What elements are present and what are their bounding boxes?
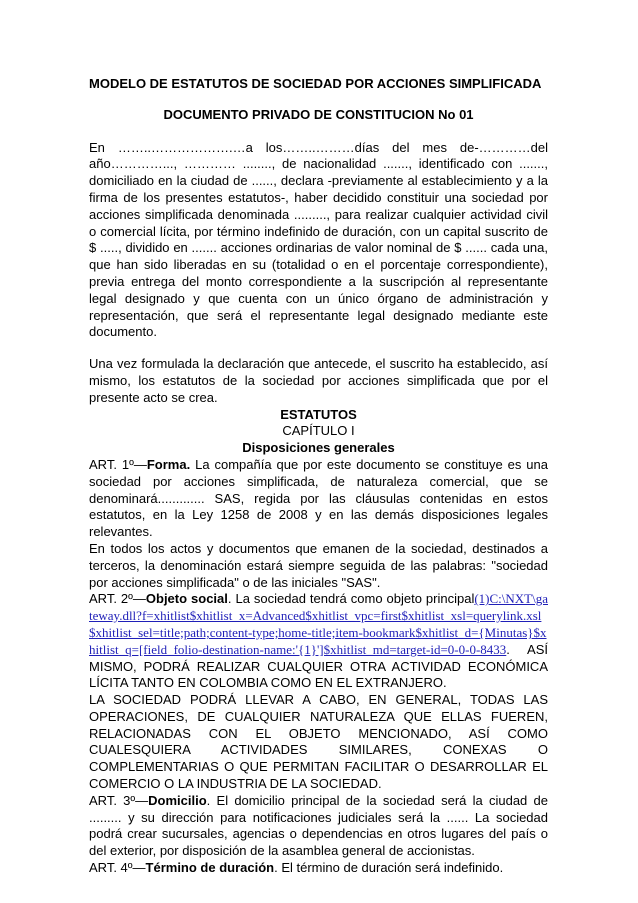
article-1-label: ART. 1º— — [89, 456, 147, 472]
article-1-title: Forma. — [146, 456, 191, 472]
document-title: MODELO DE ESTATUTOS DE SOCIEDAD POR ACCIONES SIMPLIFICADA — [89, 76, 542, 91]
article-2-after-link: . ASÍ MISMO, PODRÁ REALIZAR CUALQUIER OTRA ACTIVIDAD ECONÓMICA LÍCITA TANTO EN COLOMBIA COMO EN EL EXTRANJERO. — [89, 641, 548, 691]
article-4 — [89, 860, 548, 877]
statutes-heading: ESTATUTOS — [280, 406, 357, 422]
article-3-text: . El domicilio principal de la sociedad será la ciudad de ......... y su dirección para notificaciones judiciales será la ...... La sociedad podrá crear sucursales, agencias o dependencias en otros lugares del país o del exterior, por disposición de la asamblea general de accionistas. — [89, 792, 548, 859]
article-4-title: Término de duración — [145, 860, 275, 876]
article-2 — [89, 591, 548, 692]
article-2-text: . La sociedad tendrá como objeto principal — [227, 591, 475, 607]
article-3 — [89, 793, 548, 860]
article-2-paragraph-2: LA SOCIEDAD PODRÁ LLEVAR A CABO, EN GENERAL, TODAS LAS OPERACIONES, DE CUALQUIER NATURALEZA QUE ELLAS FUEREN, RELACIONADAS CON EL OBJETO MENCIONADO, ASÍ COMO CUALESQUIERA ACTIVIDADES SIMILARES, CONEXAS O COMPLEMENTARIAS O QUE PERMITAN FACILITAR O DESARROLLAR EL COMERCIO O LA INDUSTRIA DE LA SOCIEDAD. — [89, 692, 548, 792]
article-4-label: ART. 4º— — [89, 860, 146, 876]
document-subtitle: DOCUMENTO PRIVADO DE CONSTITUCION No 01 — [163, 106, 474, 122]
article-2-title: Objeto social — [145, 591, 228, 607]
declaration-paragraph: Una vez formulada la declaración que antecede, el suscrito ha establecido, así mismo, los estatutos de la sociedad por acciones simplificada que por el presente acto se crea. — [89, 356, 548, 405]
article-1-paragraph-2: En todos los actos y documentos que emanen de la sociedad, destinados a terceros, la denominación estará siempre seguida de las palabras: "sociedad por acciones simplificada" o de las iniciales "SAS". — [89, 540, 548, 590]
article-1 — [89, 457, 548, 541]
chapter-heading: CAPÍTULO I — [282, 423, 355, 439]
article-3-title: Domicilio — [148, 792, 207, 808]
article-1-text: La compañía que por este documento se constituye es una sociedad por acciones simplificada, de naturaleza comercial, que se denominará............. SAS, regida por las cláusulas contenidas en estos estatutos, en la Ley 1258 de 2008 y en las demás disposiciones legales relevantes. — [89, 456, 548, 540]
article-3-label: ART. 3º— — [89, 792, 149, 808]
general-provisions-heading: Disposiciones generales — [242, 440, 395, 456]
article-2-label: ART. 2º— — [89, 591, 146, 607]
article-4-text: . El término de duración será indefinido. — [274, 860, 504, 876]
intro-paragraph: En ……..……………….…a los……..………días del mes de-…………del año…………..., ………… ........, de nacionalidad ......., identificado con ......., domiciliado en la ciudad de ......, declara -previamente al establecimiento y a la firma de los presentes estatutos-, haber decidido constituir una sociedad por acciones simplificada denominada ........., para realizar cualquier actividad civil o comercial lícita, por término indefinido de duración, con un capital suscrito de $ ....., dividido en ....... acciones ordinarias de valor nominal de $ ...... cada una, que han sido liberadas en su (totalidad o en el porcentaje correspondiente), previa entrega del monto correspondiente a la suscripción al representante legal designado y que cuenta con un único órgano de administración y representación, que será el representante legal designado mediante este documento. — [89, 139, 548, 340]
article-2-reference-link[interactable]: (1)C:\NXT\gateway.dll?f=xhitlist$xhitlist_x=Advanced$xhitlist_vpc=first$xhitlist_xsl=querylink.xsl$xhitlist_sel=title;path;content-type;home-title;item-bookmark$xhitlist_d={Minutas}$xhitlist_q=[field_folio-destination-name:'{1}']$xhitlist_md=target-id=0-0-0-8433 — [89, 591, 548, 657]
